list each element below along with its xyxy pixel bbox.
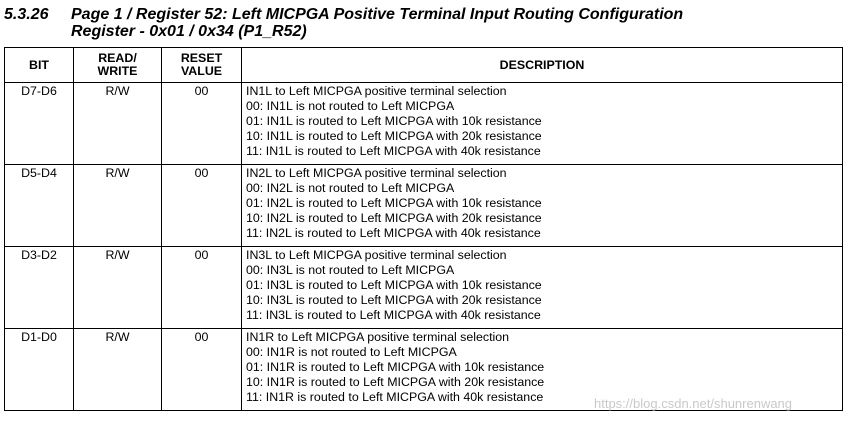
read-write-cell: R/W [74, 83, 162, 165]
description-line: 10: IN3L is routed to Left MICPGA with 20k resistance [246, 293, 542, 308]
description-line: 00: IN3L is not routed to Left MICPGA [246, 263, 455, 278]
description-line: 01: IN2L is routed to Left MICPGA with 10k resistance [246, 196, 542, 211]
header-reset-value-line-2: VALUE [180, 64, 223, 78]
read-write-cell: R/W [74, 329, 162, 411]
description-cell [242, 165, 843, 247]
table-row [5, 83, 843, 165]
section-number: 5.3.26 [4, 6, 49, 23]
description-line: 10: IN1L is routed to Left MICPGA with 20k resistance [246, 129, 542, 144]
description-line: IN1L to Left MICPGA positive terminal selection [246, 84, 507, 98]
watermark-text: https://blog.csdn.net/shunrenwang [594, 396, 793, 411]
register-table [4, 47, 843, 411]
header-read-write-line-1: READ/ [98, 51, 137, 65]
reset-value-cell: 00 [162, 329, 242, 411]
header-reset-value [162, 48, 242, 83]
description-line: IN2L to Left MICPGA positive terminal selection [246, 166, 507, 180]
reset-value-cell: 00 [162, 247, 242, 329]
read-write-cell: R/W [74, 247, 162, 329]
description-line: 10: IN2L is routed to Left MICPGA with 20k resistance [246, 211, 542, 226]
header-read-write [74, 48, 162, 83]
table-header-row [5, 48, 843, 83]
description-line: 00: IN2L is not routed to Left MICPGA [246, 181, 455, 196]
description-line: 01: IN3L is routed to Left MICPGA with 10k resistance [246, 278, 542, 293]
bit-cell: D3-D2 [5, 247, 74, 329]
section-title-line-1: Page 1 / Register 52: Left MICPGA Positive Terminal Input Routing Configuration [71, 6, 684, 23]
description-line: 00: IN1R is not routed to Left MICPGA [246, 345, 457, 360]
description-line: 11: IN1L is routed to Left MICPGA with 40k resistance [246, 144, 541, 159]
table-row [5, 165, 843, 247]
description-line: IN1R to Left MICPGA positive terminal selection [246, 330, 510, 344]
description-line: 01: IN1R is routed to Left MICPGA with 10k resistance [246, 360, 545, 375]
bit-cell: D5-D4 [5, 165, 74, 247]
description-line: 11: IN2L is routed to Left MICPGA with 40k resistance [246, 226, 541, 241]
table-row [5, 247, 843, 329]
description-line: 11: IN3L is routed to Left MICPGA with 40k resistance [246, 308, 541, 323]
header-read-write-line-2: WRITE [97, 64, 138, 78]
reset-value-cell: 00 [162, 165, 242, 247]
reset-value-cell: 00 [162, 83, 242, 165]
section-title-line-2: Register - 0x01 / 0x34 (P1_R52) [71, 23, 307, 40]
header-bit: BIT [5, 48, 74, 83]
read-write-cell: R/W [74, 165, 162, 247]
description-cell [242, 83, 843, 165]
bit-cell: D1-D0 [5, 329, 74, 411]
header-reset-value-line-1: RESET [180, 51, 223, 65]
description-line: 11: IN1R is routed to Left MICPGA with 40k resistance [246, 390, 544, 405]
description-line: 10: IN1R is routed to Left MICPGA with 20k resistance [246, 375, 545, 390]
description-line: IN3L to Left MICPGA positive terminal selection [246, 248, 507, 262]
description-cell [242, 247, 843, 329]
bit-cell: D7-D6 [5, 83, 74, 165]
description-line: 00: IN1L is not routed to Left MICPGA [246, 99, 455, 114]
description-line: 01: IN1L is routed to Left MICPGA with 10k resistance [246, 114, 542, 129]
header-description: DESCRIPTION [242, 48, 843, 83]
